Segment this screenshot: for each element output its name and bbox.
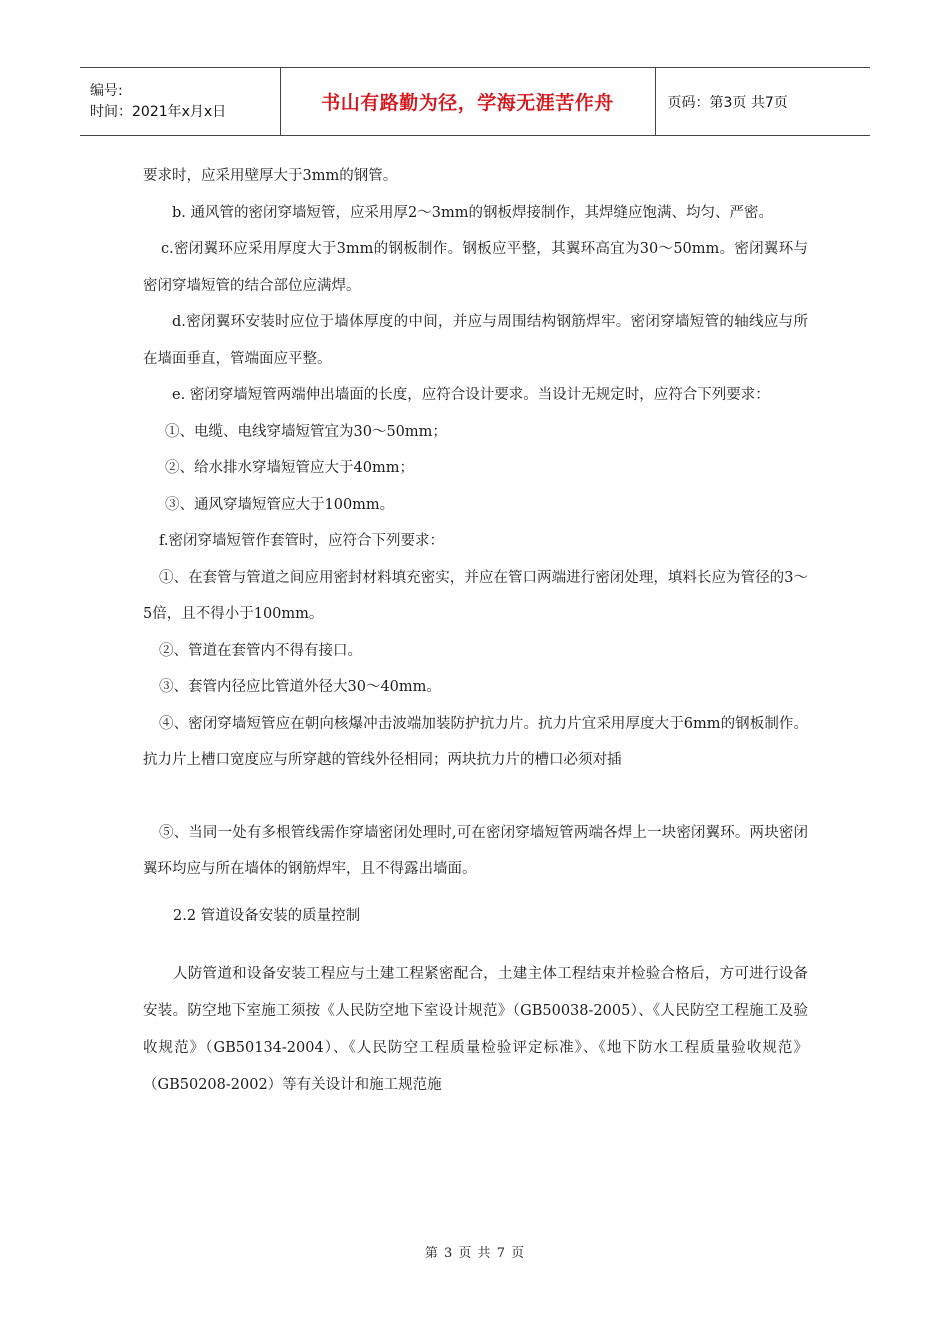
list-item: ②、管道在套管内不得有接口。 <box>159 642 362 659</box>
page-header <box>80 67 870 136</box>
spacer <box>143 779 808 815</box>
header-meta <box>80 68 280 136</box>
header-motto: 书山有路勤为径，学海无涯苦作舟 <box>280 68 655 136</box>
paragraph-c: c.密闭翼环应采用厚度大于3mm的钢板制作。钢板应平整，其翼环高宜为30～50mm。密闭翼环与密闭穿墙短管的结合部位应满焊。 <box>143 241 808 294</box>
paragraph: 要求时，应采用壁厚大于3mm的钢管。 <box>143 168 398 184</box>
page-footer: 第 3 页 共 7 页 <box>424 1246 526 1261</box>
paragraph-f: f.密闭穿墙短管作套管时，应符合下列要求： <box>159 533 444 549</box>
list-item: ⑤、当同一处有多根管线需作穿墙密闭处理时,可在密闭穿墙短管两端各焊上一块密闭翼环。两块密闭翼环均应与所在墙体的钢筋焊牢，且不得露出墙面。 <box>143 824 808 877</box>
list-item: ②、给水排水穿墙短管应大于40mm； <box>165 460 414 476</box>
list-item: ③、套管内径应比管道外径大30～40mm。 <box>159 679 441 695</box>
section-heading: 2.2 管道设备安装的质量控制 <box>173 907 361 924</box>
paragraph-b: b. 通风管的密闭穿墙短管，应采用厚2～3mm的钢板焊接制作，其焊缝应饱满、均匀、严密。 <box>172 204 773 221</box>
list-item: ④、密闭穿墙短管应在朝向核爆冲击波端加装防护抗力片。抗力片宜采用厚度大于6mm的钢板制作。抗力片上槽口宽度应与所穿越的管线外径相同；两块抗力片的槽口必须对插 <box>143 715 808 768</box>
list-item: ③、通风穿墙短管应大于100mm。 <box>165 496 395 513</box>
list-item: ①、在套管与管道之间应用密封材料填充密实，并应在管口两端进行密闭处理，填料长应为管径的3～5倍，且不得小于100mm。 <box>143 569 808 622</box>
header-page-info: 页码：第3页 共7页 <box>655 68 870 136</box>
paragraph: 人防管道和设备安装工程应与土建工程紧密配合，土建主体工程结束并检验合格后，方可进行设备安装。防空地下室施工须按《人民防空地下室设计规范》（GB50038-2005）、《人民防空工程施工及验收规范》（GB50134-2004）、《人民防空工程质量检验评定标准》、《地下防水工程质量验收规范》（GB50208-2002）等有关设计和施工规范施 <box>143 966 808 1093</box>
date-label: 时间：2021年x月x日 <box>90 103 227 120</box>
list-item: ①、电缆、电线穿墙短管宜为30～50mm； <box>165 423 447 440</box>
paragraph-e: e. 密闭穿墙短管两端伸出墙面的长度，应符合设计要求。当设计无规定时，应符合下列要求： <box>172 387 770 403</box>
paragraph-d: d.密闭翼环安装时应位于墙体厚度的中间，并应与周围结构钢筋焊牢。密闭穿墙短管的轴线应与所在墙面垂直，管端面应平整。 <box>143 314 808 367</box>
number-label: 编号: <box>90 82 123 99</box>
document-body <box>143 158 808 1104</box>
